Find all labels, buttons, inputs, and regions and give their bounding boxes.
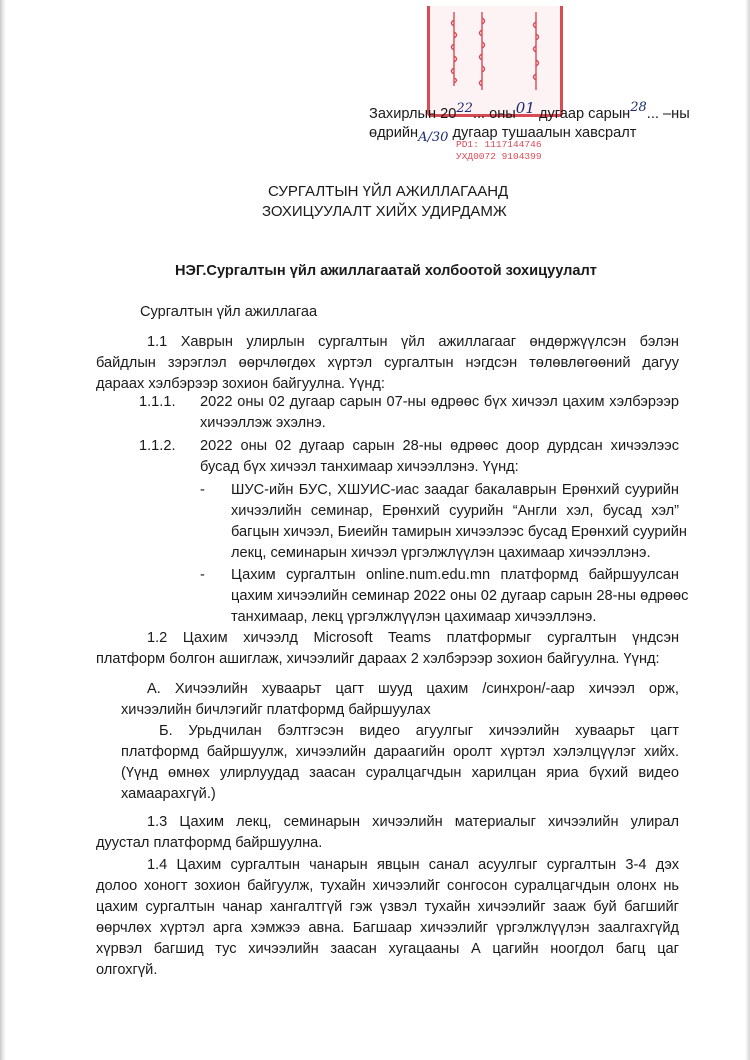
option-b-line: платформд байршуулж, хичээлийн дараагийн оролт хүртэл хэлэлцүүлэг хийх. — [121, 744, 679, 760]
appendix-note-line1: Захирлын 2022... оны01 дугаар сарын28... –ны — [369, 99, 690, 122]
option-b-line: (Үүнд өмнөх улирлуудад заасан суралцагчдын харилцан яриа бүхий видео — [121, 765, 679, 781]
official-stamp — [427, 6, 563, 117]
paragraph-1-2-line: платформ болгон ашиглаж, хичээлийг дараах 2 хэлбэрээр зохион байгуулна. Үүнд: — [96, 651, 660, 667]
paragraph-1-1-line: 1.1 Хаврын улирлын сургалтын үйл ажиллагааг өндөржүүлсэн бэлэн — [147, 334, 679, 350]
paragraph-1-4-line: 1.4 Цахим сургалтын чанарын явцын санал асуулгыг сургалтын 3-4 дэх — [147, 857, 679, 873]
option-a-line: хичээлийн бичлэгийг платформд байршуулах — [121, 702, 431, 718]
mongolian-script-column — [476, 10, 486, 90]
scan-shadow-left — [0, 0, 6, 1060]
bullet-2-line: Цахим сургалтын online.num.edu.mn платформд байршуулсан — [231, 567, 679, 583]
stamp-registration-1: PD1: 1117144746 — [456, 139, 542, 150]
item-1-1-1-line: 2022 оны 02 дугаар сарын 07-ны өдрөөс бүх хичээл цахим хэлбэрээр — [200, 394, 679, 410]
option-b-line: Б. Урьдчилан бэлтгэсэн видео агуулгыг хичээлийн хуваарьт цагт — [159, 723, 679, 739]
bullet-1-line: лекц, семинарын хичээл үргэлжлүүлэн цахимаар хичээллэнэ. — [231, 545, 651, 561]
mongolian-script-column — [530, 10, 540, 90]
item-1-1-1-line: хичээллэж эхэлнэ. — [200, 415, 326, 431]
document-title-line2: ЗОХИЦУУЛАЛТ ХИЙХ УДИРДАМЖ — [262, 203, 507, 220]
paragraph-1-3-line: 1.3 Цахим лекц, семинарын хичээлийн материалыг хичээлийн улирал — [147, 814, 679, 830]
paragraph-1-4-line: олгохгүй. — [96, 962, 158, 978]
bullet-dash: - — [200, 567, 205, 583]
bullet-dash: - — [200, 482, 205, 498]
handwritten-day: 28 — [630, 100, 647, 115]
paragraph-1-4-line: цахим сургалтын чанар хангалтгүй гэж үзвэл тухайн хичээлийг зааж буй багшийг — [96, 899, 679, 915]
item-number-1-1-2: 1.1.2. — [139, 438, 176, 454]
item-1-1-2-line: 2022 оны 02 дугаар сарын 28-ны өдрөөс доор дурдсан хичээлээс — [200, 438, 679, 454]
bullet-2-line: танхимаар, лекц үргэлжлүүлэн цахимаар хичээллэнэ. — [231, 609, 597, 625]
handwritten-order-number: A/30 — [418, 130, 449, 145]
paragraph-1-3-line: дуустал платформд байршуулна. — [96, 835, 323, 851]
section-heading: НЭГ.Сургалтын үйл ажиллагаатай холбоотой зохицуулалт — [175, 263, 597, 279]
item-1-1-2-line: бусад бүх хичээл танхимаар хичээллэнэ. Үүнд: — [200, 459, 519, 475]
paragraph-1-1-line: дараах хэлбэрээр зохион байгуулна. Үүнд: — [96, 376, 385, 392]
appendix-note-line2: өдрийнA/30 дугаар тушаалын хавсралт — [369, 125, 637, 145]
mongolian-script-column — [448, 10, 458, 90]
handwritten-year: 22 — [456, 101, 473, 116]
bullet-1-line: ШУС-ийн БУС, ХШУИС-иас заадаг бакалаврын Ерөнхий суурийн — [231, 482, 679, 498]
bullet-2-line: цахим хичээлийн семинар 2022 оны 02 дугаар сарын 28-ны өдрөөс — [231, 588, 689, 604]
paragraph-1-4-line: хүрвэл багшид тус хичээлийн заасан хугацааны А цагийн ноогдол багц цаг — [96, 941, 679, 957]
section-subheading: Сургалтын үйл ажиллагаа — [140, 304, 318, 320]
item-number-1-1-1: 1.1.1. — [139, 394, 176, 410]
handwritten-month: 01 — [515, 99, 535, 117]
paragraph-1-4-line: өөрчлөх хүртэл арга хэмжээ авна. Багшаар хичээлийг үргэлжлүүлэн заалгахгүйд — [96, 920, 679, 936]
document-title-line1: СУРГАЛТЫН ҮЙЛ АЖИЛЛАГААНД — [268, 183, 509, 200]
option-b-line: хамаарахгүй.) — [121, 786, 216, 802]
bullet-1-line: хичээлийн семинар, Ерөнхий суурийн “Англи хэл, бусад хэл” — [231, 503, 679, 519]
stamp-registration-2: УХД0072 9104399 — [456, 151, 542, 162]
scan-shadow-right — [745, 0, 750, 1060]
paragraph-1-4-line: долоо хоногт зохион байгуулж, тухайн хичээлийг сонгосон суралцагчдын олонх нь — [96, 878, 679, 894]
bullet-1-line: багцын хичээл, Биеийн тамирын хичээлээс бусад Ерөнхий суурийн — [231, 524, 687, 540]
option-a-line: A. Хичээлийн хуваарьт цагт шууд цахим /синхрон/-аар хичээл орж, — [147, 681, 679, 697]
paragraph-1-1-line: байдлын зэрэглэл өөрчлөгдөх хүртэл сургалтын нэгдсэн төлөвлөгөөний дагуу — [96, 355, 679, 371]
paragraph-1-2-line: 1.2 Цахим хичээлд Microsoft Teams платформыг сургалтын үндсэн — [147, 630, 679, 646]
